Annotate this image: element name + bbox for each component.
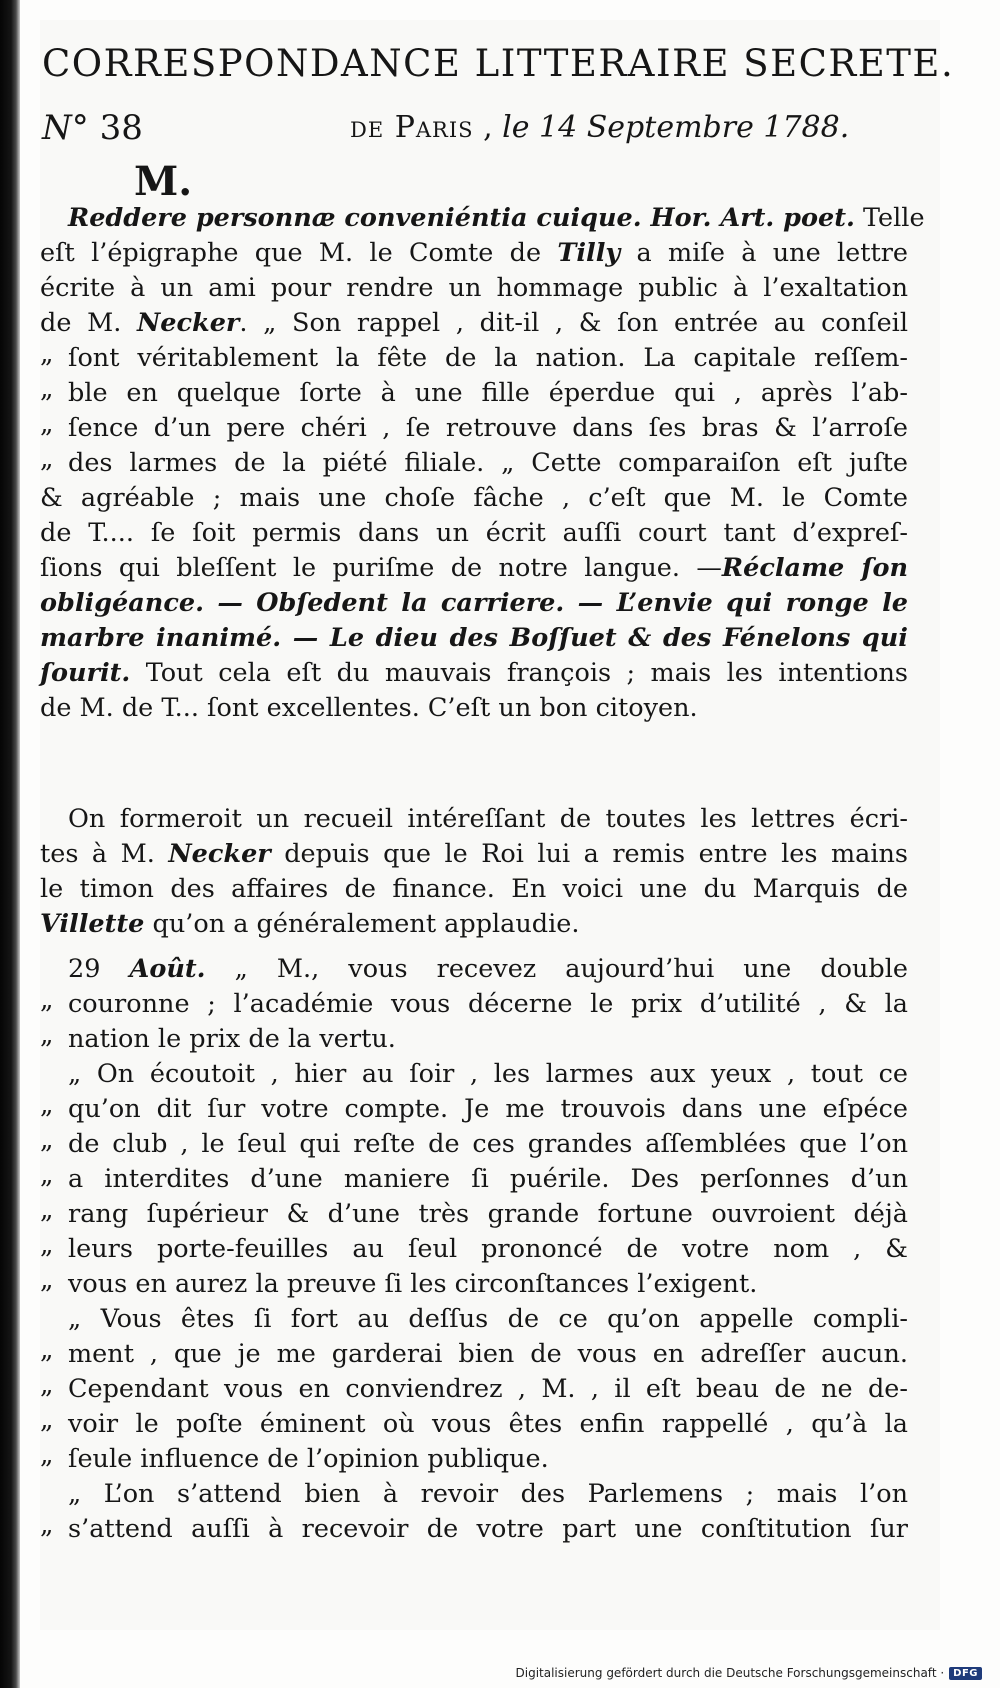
text-line: 29 Août. „ M., vous recevez aujourd’hui une double	[68, 954, 908, 984]
salutation: M.	[134, 158, 193, 205]
text-line: „ couronne ; l’académie vous décerne le prix d’utilité , & la	[40, 987, 908, 1022]
issue-label: N°	[42, 108, 89, 148]
digitization-credit	[516, 1666, 982, 1680]
text-line: „ ſence d’un pere chéri , ſe retrouve dans ſes bras & l’arroſe	[40, 411, 908, 446]
issue-number-value: 38	[99, 108, 143, 148]
text-line: „ voir le poſte éminent où vous êtes enfin rappellé , qu’à la	[40, 1407, 908, 1442]
text-line: le timon des affaires de finance. En voici une du Marquis de	[40, 874, 908, 904]
text-line: & agréable ; mais une choſe fâche , c’eſt que M. le Comte	[40, 483, 908, 513]
text-line: „ rang ſupérieur & d’une très grande fortune ouvroient déjà	[40, 1197, 908, 1232]
dateline: de Paris , le 14 Septembre 1788.	[350, 110, 850, 145]
page-title: CORRESPONDANCE LITTERAIRE SECRETE.	[42, 42, 955, 85]
text-line: „ a interdites d’une maniere ſi puérile. Des perſonnes d’un	[40, 1162, 908, 1197]
text-line: obligéance. — Obſedent la carriere. — L’envie qui ronge le	[40, 588, 908, 618]
paragraph-2	[40, 802, 908, 942]
dateline-date: le 14 Septembre 1788.	[502, 110, 850, 145]
text-line: „ vous en aurez la preuve ſi les circonſtances l’exigent.	[40, 1267, 908, 1302]
text-line: „ s’attend auſſi à recevoir de votre part une conſtitution ſur	[40, 1512, 908, 1547]
text-line: On formeroit un recueil intéreſſant de toutes les lettres écri-	[68, 804, 908, 834]
credit-text: Digitalisierung gefördert durch die Deutsche Forschungsgemeinschaft ·	[515, 1666, 945, 1680]
text-line: „ nation le prix de la vertu.	[40, 1022, 908, 1057]
text-line: „ ment , que je me garderai bien de vous en adreſſer aucun.	[40, 1337, 908, 1372]
text-line: „ Cependant vous en conviendrez , M. , il eſt beau de ne de-	[40, 1372, 908, 1407]
text-line: „ Vous êtes ſi fort au deſſus de ce qu’on appelle compli-	[68, 1304, 908, 1334]
text-line: „ qu’on dit ſur votre compte. Je me trouvois dans une eſpéce	[40, 1092, 908, 1127]
text-line: „ des larmes de la piété filiale. „ Cette comparaiſon eſt juſte	[40, 446, 908, 481]
text-line: de M. de T... ſont excellentes. C’eſt un bon citoyen.	[40, 693, 698, 723]
text-line: marbre inanimé. — Le dieu des Boſſuet & des Fénelons qui	[40, 623, 908, 653]
text-line: tes à M. Necker depuis que le Roi lui a remis entre les mains	[40, 839, 908, 869]
text-line: „ ſeule influence de l’opinion publique.	[40, 1442, 908, 1477]
dfg-logo: DFG	[949, 1667, 982, 1680]
text-line: de M. Necker. „ Son rappel , dit-il , & ſon entrée au conſeil	[40, 308, 908, 338]
text-line: Reddere personnæ conveniéntia cuique. Hor. Art. poet. Telle	[68, 203, 925, 233]
text-line: „ de club , le ſeul qui reſte de ces grandes aſſemblées que l’on	[40, 1127, 908, 1162]
text-line: „ L’on s’attend bien à revoir des Parlemens ; mais l’on	[68, 1479, 908, 1509]
paragraph-1	[40, 201, 925, 726]
text-line: écrite à un ami pour rendre un hommage public à l’exaltation	[40, 273, 908, 303]
text-line: ſions qui bleſſent le puriſme de notre langue. —Réclame ſon	[40, 553, 908, 583]
text-line: „ ble en quelque ſorte à une fille éperdue qui , après l’ab-	[40, 376, 908, 411]
letter-quote	[40, 952, 908, 1547]
text-line: ſourit. Tout cela eſt du mauvais françois ; mais les intentions	[40, 658, 908, 688]
text-line: eſt l’épigraphe que M. le Comte de Tilly a miſe à une lettre	[40, 238, 908, 268]
book-spine-shadow	[0, 0, 20, 1688]
text-line: de T.... ſe ſoit permis dans un écrit auſſi court tant d’expreſ-	[40, 518, 908, 548]
text-line: „ ſont véritablement la fête de la nation. La capitale reſſem-	[40, 341, 908, 376]
text-line: „ leurs porte-feuilles au ſeul prononcé de votre nom , &	[40, 1232, 908, 1267]
dateline-place: de Paris	[350, 110, 474, 145]
text-line: „ On écoutoit , hier au ſoir , les larmes aux yeux , tout ce	[68, 1059, 908, 1089]
issue-number	[42, 108, 143, 148]
text-line: Villette qu’on a généralement applaudie.	[40, 909, 580, 939]
